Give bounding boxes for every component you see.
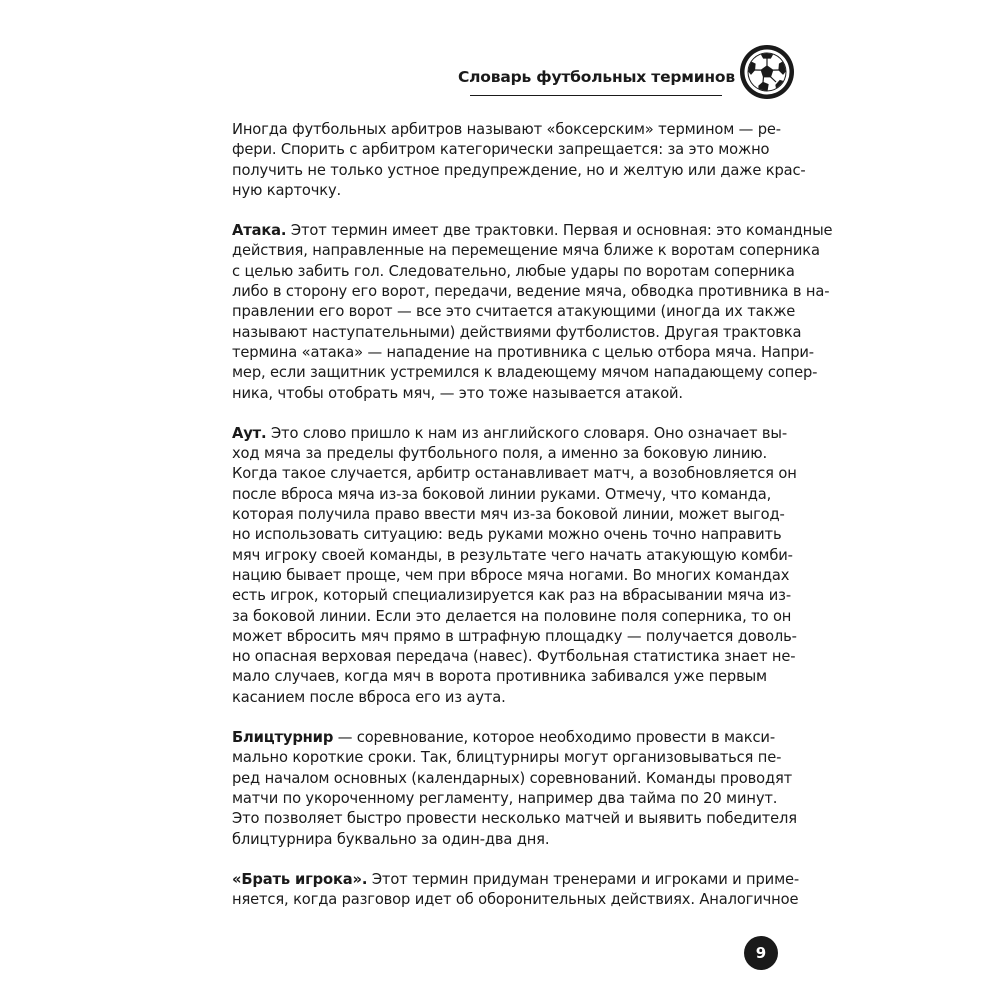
line-text: правлении его ворот — все это считается атакующими (иногда их также: [232, 303, 796, 321]
line-text: матчи по укороченному регламенту, например два тайма по 20 минут.: [232, 789, 778, 807]
paragraph: [232, 728, 797, 850]
text-line: [232, 464, 797, 484]
line-text: блицтурнира буквально за один-два дня.: [232, 830, 550, 848]
text-line: [232, 140, 770, 160]
text-line: [232, 728, 775, 748]
text-line: [232, 302, 796, 322]
paragraph: [232, 120, 806, 201]
text-line: [232, 607, 792, 627]
soccer-ball-icon: [739, 44, 795, 100]
line-text: Этот термин придуман тренерами и игроками и приме-: [367, 870, 800, 888]
line-text: есть игрок, который специализируется как раз на вбрасывании мяча из-: [232, 587, 791, 605]
line-text: но использовать ситуацию: ведь руками можно очень точно направить: [232, 526, 782, 544]
text-line: [232, 769, 793, 789]
line-text: ную карточку.: [232, 181, 342, 199]
running-header: [457, 44, 795, 104]
text-line: [232, 505, 785, 525]
line-text: действия, направленные на перемещение мяча ближе к воротам соперника: [232, 242, 820, 260]
page-body: [232, 120, 833, 930]
text-line: [232, 647, 796, 667]
text-line: [232, 343, 814, 363]
glossary-term: Аут.: [232, 424, 267, 442]
text-line: [232, 667, 767, 687]
line-text: мало случаев, когда мяч в ворота противника забивался уже первым: [232, 668, 767, 686]
paragraph: [232, 424, 797, 708]
line-text: ход мяча за пределы футбольного поля, а именно за боковую линию.: [232, 445, 767, 463]
text-line: [232, 627, 797, 647]
line-text: либо в сторону его ворот, передачи, ведение мяча, обводка противника в на-: [232, 283, 830, 301]
text-line: [232, 323, 802, 343]
line-text: фери. Спорить с арбитром категорически запрещается: за это можно: [232, 141, 770, 159]
paragraph: [232, 221, 833, 404]
glossary-term: «Брать игрока».: [232, 870, 368, 888]
text-line: [232, 830, 767, 850]
text-line: [232, 424, 788, 444]
line-text: Когда такое случается, арбитр останавливает матч, а возобновляется он: [232, 465, 797, 483]
text-line: [232, 546, 793, 566]
line-text: за боковой линии. Если это делается на половине поля соперника, то он: [232, 607, 792, 625]
line-text: термина «атака» — нападение на противника с целью отбора мяча. Напри-: [232, 343, 814, 361]
text-line: [232, 384, 767, 404]
text-line: [232, 262, 795, 282]
line-text: но опасная верховая передача (навес). Футбольная статистика знает не-: [232, 648, 796, 666]
text-line: [232, 890, 799, 910]
line-text: может вбросить мяч прямо в штрафную площадку — получается доволь-: [232, 627, 797, 645]
line-text: мально короткие сроки. Так, блицтурниры могут организовываться пе-: [232, 749, 782, 767]
text-line: [232, 444, 767, 464]
text-line: [232, 181, 767, 201]
glossary-term: Блицтурнир: [232, 729, 334, 747]
line-text: Это позволяет быстро провести несколько матчей и выявить победителя: [232, 810, 797, 828]
line-text: которая получила право ввести мяч из-за боковой линии, может выгод-: [232, 506, 785, 524]
text-line: [232, 485, 772, 505]
line-text: после вброса мяча из-за боковой линии руками. Отмечу, что команда,: [232, 485, 772, 503]
line-text: Это слово пришло к нам из английского словаря. Оно означает вы-: [266, 424, 788, 442]
glossary-term: Атака.: [232, 222, 287, 240]
line-text: с целью забить гол. Следовательно, любые удары по воротам соперника: [232, 262, 795, 280]
text-line: [232, 161, 806, 181]
text-line: [232, 789, 778, 809]
line-text: — соревнование, которое необходимо провести в макси-: [333, 729, 775, 747]
line-text: нацию бывает проще, чем при вбросе мяча ногами. Во многих командах: [232, 566, 790, 584]
text-line: [232, 525, 782, 545]
text-line: [232, 282, 830, 302]
text-line: [232, 870, 800, 890]
text-line: [232, 566, 790, 586]
line-text: касанием после вброса его из аута.: [232, 688, 506, 706]
text-line: [232, 363, 818, 383]
line-text: ред началом основных (календарных) соревнований. Команды проводят: [232, 769, 793, 787]
text-line: [232, 688, 767, 708]
paragraph: [232, 870, 800, 911]
line-text: мяч игроку своей команды, в результате чего начать атакующую комби-: [232, 546, 793, 564]
line-text: мер, если защитник устремился к владеющему мячом нападающему сопер-: [232, 364, 818, 382]
line-text: Этот термин имеет две трактовки. Первая и основная: это командные: [286, 222, 833, 240]
line-text: Иногда футбольных арбитров называют «боксерским» термином — ре-: [232, 121, 781, 138]
line-text: ника, чтобы отобрать мяч, — это тоже называется атакой.: [232, 384, 683, 402]
text-line: [232, 221, 833, 241]
running-header-title: Словарь футбольных терминов: [457, 68, 735, 86]
text-line: [232, 748, 782, 768]
line-text: получить не только устное предупреждение, но и желтую или даже крас-: [232, 161, 806, 179]
text-line: [232, 241, 820, 261]
text-line: [232, 586, 791, 606]
header-rule: [470, 95, 722, 96]
line-text: няется, когда разговор идет об оборонительных действиях. Аналогичное: [232, 891, 799, 909]
line-text: называют наступательными) действиями футболистов. Другая трактовка: [232, 323, 802, 341]
text-line: [232, 809, 797, 829]
text-line: [232, 120, 781, 140]
page-number: 9: [744, 936, 778, 970]
